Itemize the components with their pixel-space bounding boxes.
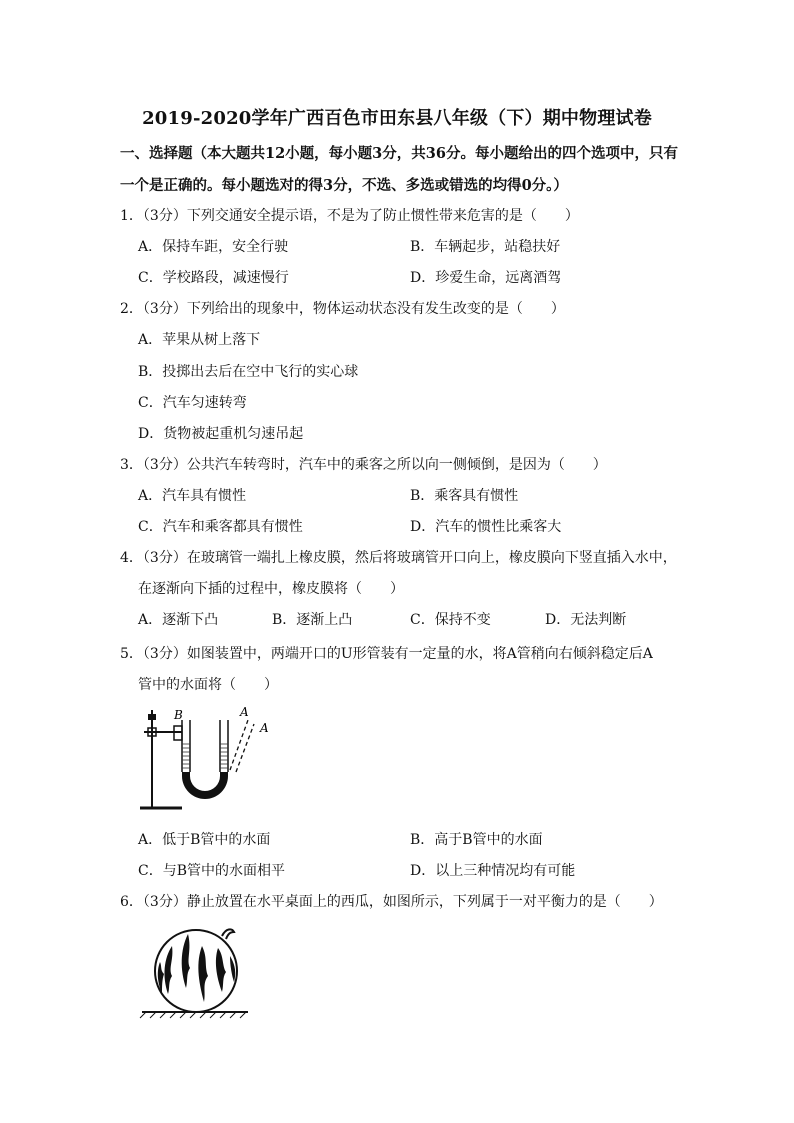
question-3-option-d: D．汽车的惯性比乘客大	[410, 519, 562, 535]
watermelon-figure	[138, 922, 250, 1022]
question-3-option-b: B．乘客具有惯性	[410, 488, 519, 504]
question-2-option-d: D．货物被起重机匀速吊起	[138, 426, 304, 442]
question-1-option-d: D．珍爱生命，远离酒驾	[410, 270, 562, 286]
question-5-option-b: B．高于B管中的水面	[410, 832, 543, 848]
question-6-stem: 6．（3分）静止放置在水平桌面上的西瓜，如图所示，下列属于一对平衡力的是（ ）	[120, 894, 663, 910]
section-heading	[120, 140, 680, 200]
question-2-option-a: A．苹果从树上落下	[138, 332, 261, 348]
question-1-option-a: A．保持车距，安全行驶	[138, 239, 289, 255]
question-3-option-a: A．汽车具有惯性	[138, 488, 247, 504]
u-tube-figure	[136, 702, 276, 814]
question-4-stem: 4．（3分）在玻璃管一端扎上橡皮膜，然后将玻璃管开口向上，橡皮膜向下竖直插入水中，	[120, 550, 677, 566]
question-1-option-b: B．车辆起步，站稳扶好	[410, 239, 561, 255]
question-5-stem: 5．（3分）如图装置中，两端开口的U形管装有一定量的水，将A管稍向右倾斜稳定后A	[120, 646, 653, 662]
section-line-2: 一个是正确的。每小题选对的得3分，不选、多选或错选的均得0分。）	[120, 177, 568, 194]
question-4-option-a: A．逐渐下凸	[138, 612, 219, 628]
label-a-upright: A	[240, 705, 249, 719]
question-4-option-c: C．保持不变	[410, 612, 491, 628]
section-line-1: 一、选择题（本大题共12小题，每小题3分，共36分。每小题给出的四个选项中，只有	[120, 145, 678, 162]
question-4-option-d: D．无法判断	[545, 612, 627, 628]
question-2-option-b: B．投掷出去后在空中飞行的实心球	[138, 364, 359, 380]
label-b: B	[174, 708, 183, 722]
question-2-option-c: C．汽车匀速转弯	[138, 395, 247, 411]
question-1-option-c: C．学校路段，减速慢行	[138, 270, 289, 286]
question-3-option-c: C．汽车和乘客都具有惯性	[138, 519, 303, 535]
question-5-option-a: A．低于B管中的水面	[138, 832, 271, 848]
question-1-stem: 1．（3分）下列交通安全提示语，不是为了防止惯性带来危害的是（ ）	[120, 208, 579, 224]
question-5-option-d: D．以上三种情况均有可能	[410, 863, 576, 879]
question-5-option-c: C．与B管中的水面相平	[138, 863, 285, 879]
question-4-option-b: B．逐渐上凸	[272, 612, 353, 628]
page-title: 2019-2020学年广西百色市田东县八年级（下）期中物理试卷	[142, 108, 652, 129]
question-4-stem-cont: 在逐渐向下插的过程中，橡皮膜将（ ）	[138, 581, 404, 597]
question-5-stem-cont: 管中的水面将（ ）	[138, 677, 278, 693]
question-2-stem: 2．（3分）下列给出的现象中，物体运动状态没有发生改变的是（ ）	[120, 301, 565, 317]
question-3-stem: 3．（3分）公共汽车转弯时，汽车中的乘客之所以向一侧倾倒，是因为（ ）	[120, 457, 607, 473]
label-a-tilted: A	[260, 721, 269, 735]
